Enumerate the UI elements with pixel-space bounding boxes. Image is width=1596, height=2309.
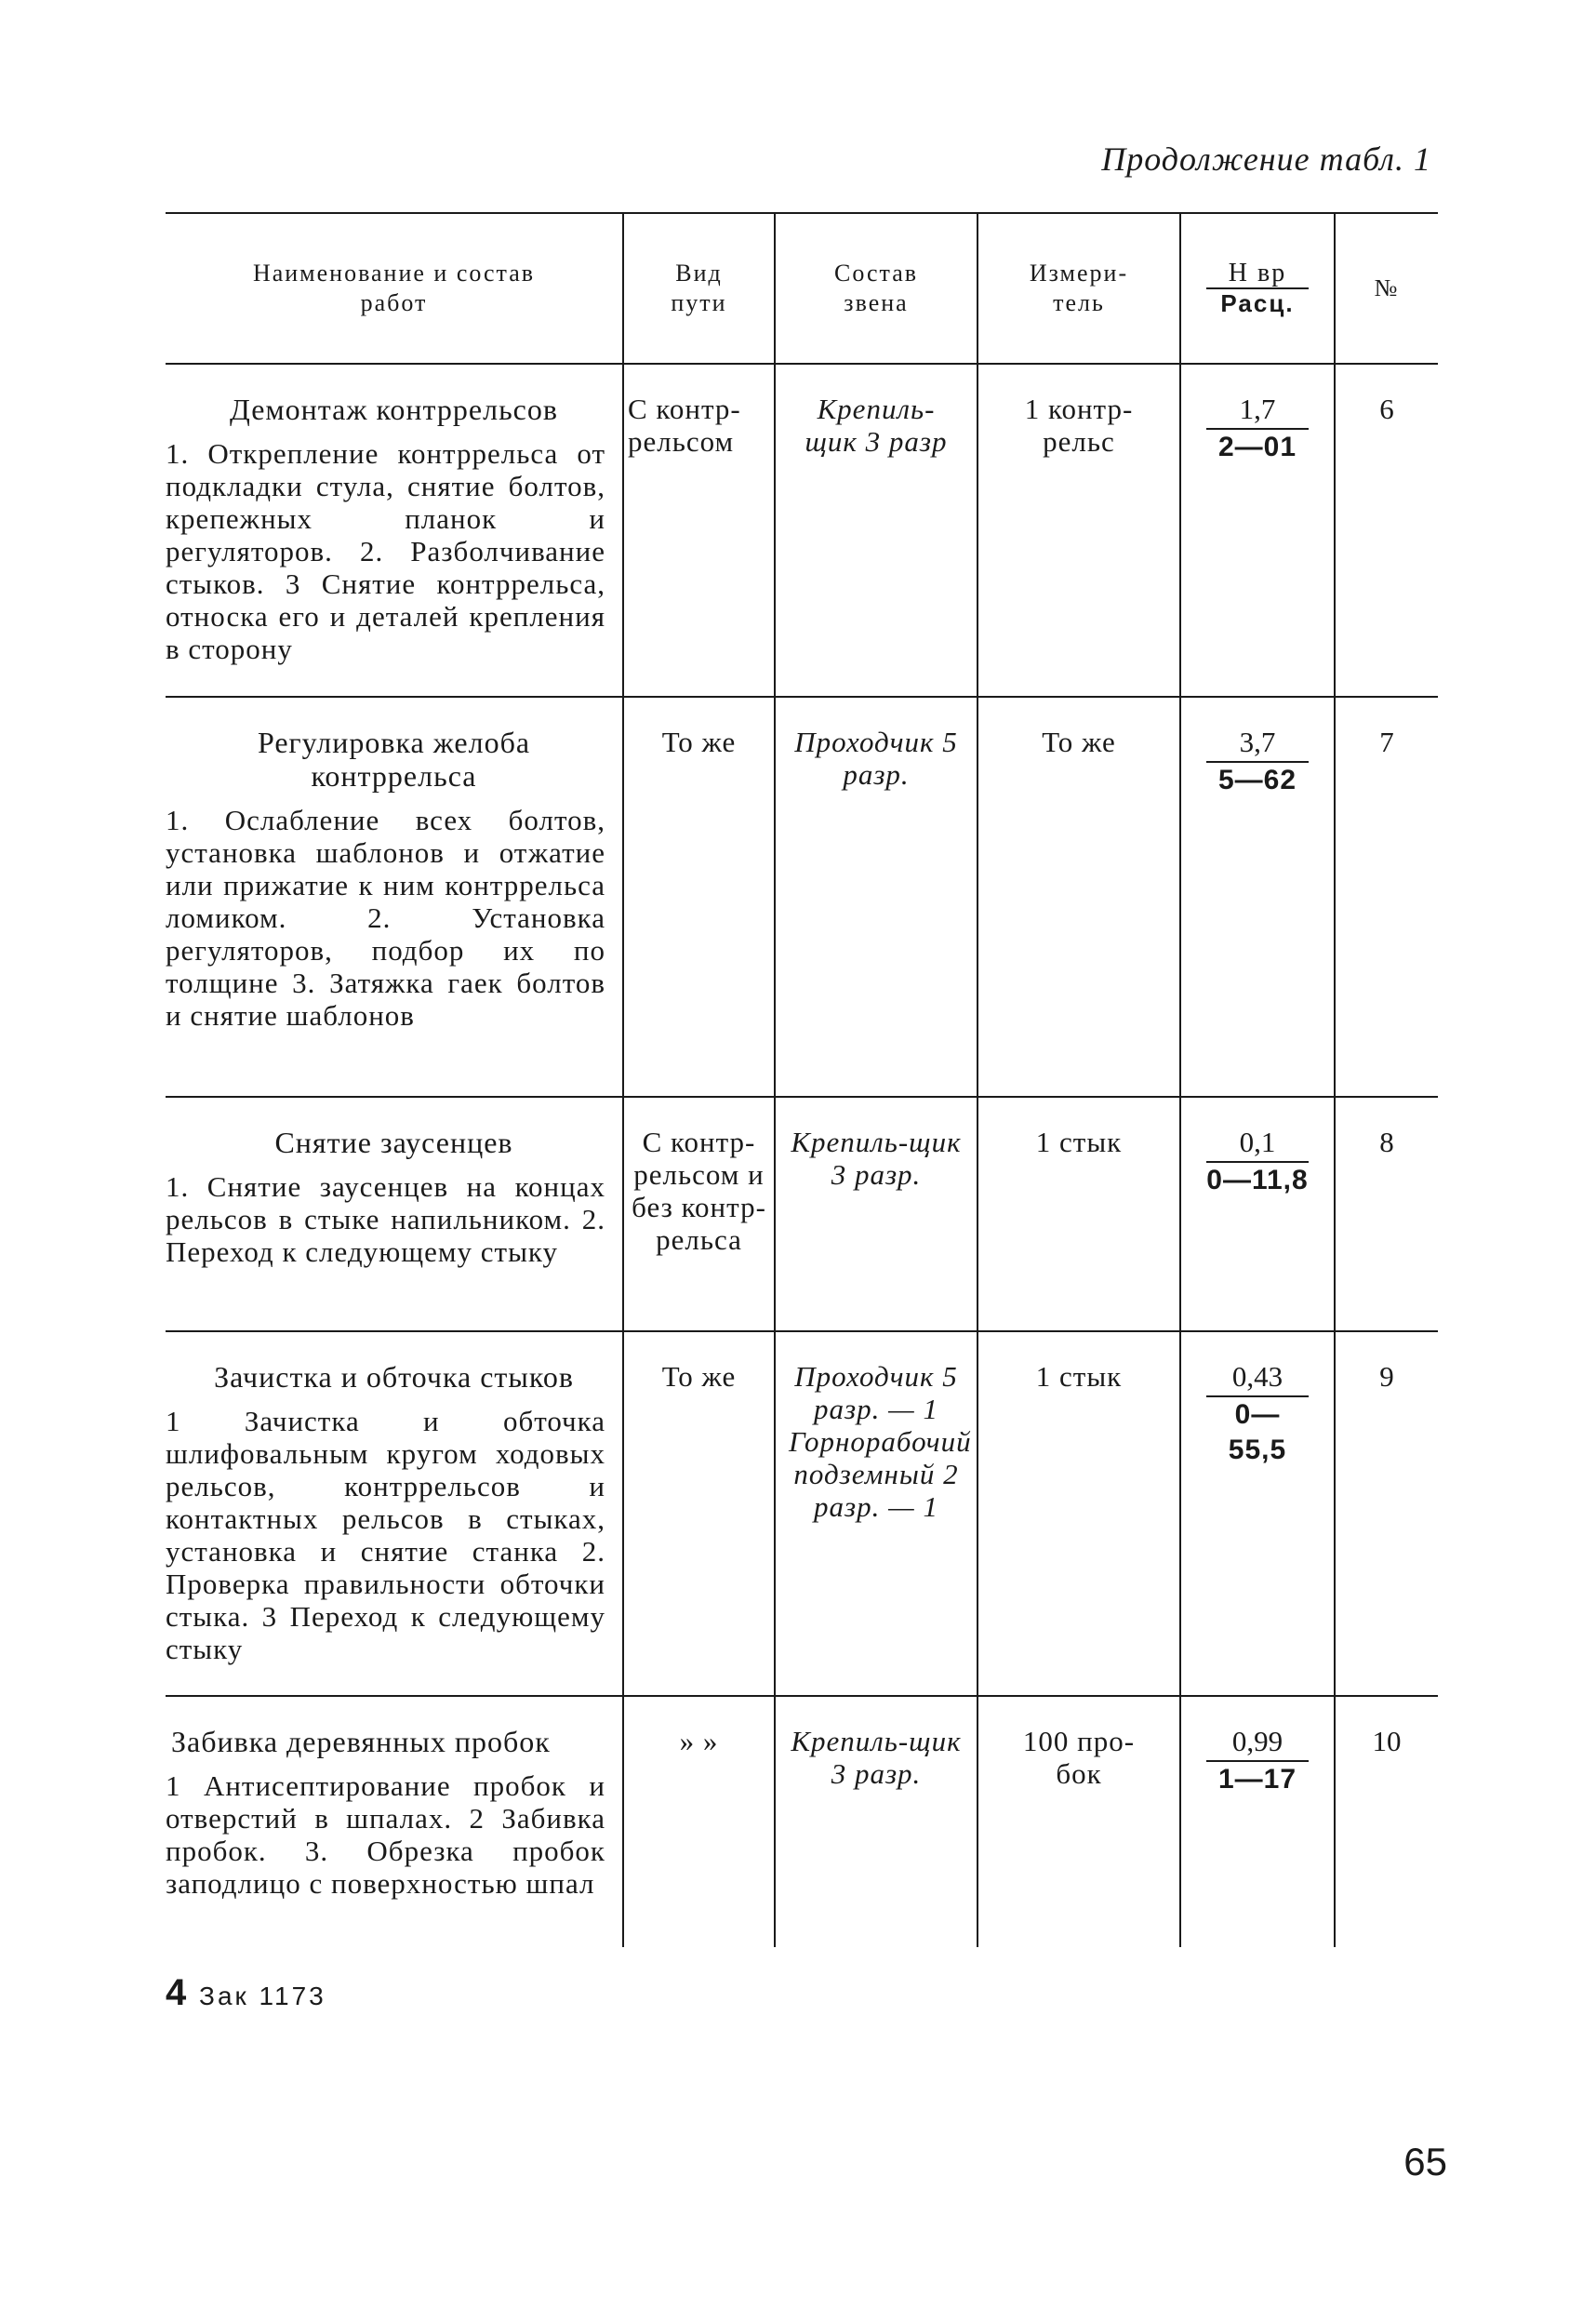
table-row [166, 364, 1438, 697]
unit-cell [978, 1696, 1180, 1947]
header-norm-num: Н вр [1206, 260, 1309, 289]
work-description: 1. Ослабление всех болтов, установка шаблонов и отжатие или прижатие к ним контррельса ломиком. 2. Установка регуляторов, подбор их по толщине 3. Затяжка гаек болтов и снятие шаблонов [166, 804, 605, 1032]
unit-cell [978, 364, 1180, 697]
track-type: » » [679, 1725, 719, 1757]
page-number: 65 [1403, 2140, 1447, 2183]
crew-cell [775, 1331, 978, 1696]
work-cell [166, 1331, 623, 1696]
norm-cell [1180, 1331, 1335, 1696]
work-title: Снятие заусенцев [274, 1126, 513, 1159]
track-cell [623, 364, 775, 697]
crew: Крепиль-щик 3 разр. [791, 1126, 962, 1191]
work-title: Демонтаж контррельсов [230, 393, 558, 426]
time-norm: 0,43 [1206, 1360, 1309, 1397]
work-description: 1. Снятие заусенцев на концах рельсов в стыке напильником. 2. Переход к следующему стыку [166, 1170, 605, 1268]
track-cell [623, 1331, 775, 1696]
time-norm: 3,7 [1206, 726, 1309, 763]
crew-cell [775, 697, 978, 1097]
norm-fraction [1206, 726, 1309, 798]
measure-unit: 100 про-бок [1022, 1725, 1136, 1790]
track-type: С контр-рельсом [628, 393, 741, 458]
work-description: 1 Зачистка и обточка шлифовальным кругом ходовых рельсов, контррельсов и контактных рельсов в стыках, установка и снятие станка 2. Проверка правильности обточки стыка. 3 Переход к следующему стыку [166, 1405, 605, 1665]
rate: 1—17 [1217, 1764, 1297, 1795]
rate: 0—55,5 [1228, 1399, 1287, 1465]
time-norm: 1,7 [1206, 393, 1309, 430]
header-name: Наименование и состав работ [166, 213, 623, 364]
crew-cell [775, 1696, 978, 1947]
unit-cell [978, 697, 1180, 1097]
no-cell [1335, 1331, 1438, 1696]
measure-unit: 1 стык [1035, 1126, 1123, 1158]
work-description: 1 Антисептирование пробок и отверстий в шпалах. 2 Забивка пробок. 3. Обрезка пробок заподлицо с поверхностью шпал [166, 1769, 605, 1900]
item-number: 10 [1372, 1725, 1402, 1757]
work-cell [166, 697, 623, 1097]
norms-table [166, 212, 1438, 1947]
crew: Крепиль-щик 3 разр. [791, 1725, 962, 1790]
work-cell [166, 1696, 623, 1947]
work-title: Регулировка желоба контррельса [257, 726, 531, 793]
table-continuation-caption: Продолжение табл. 1 [1101, 140, 1431, 178]
table-row [166, 1097, 1438, 1331]
no-cell [1335, 364, 1438, 697]
rate: 2—01 [1217, 432, 1297, 462]
item-number: 7 [1379, 726, 1394, 758]
table-row [166, 1331, 1438, 1696]
no-cell [1335, 1097, 1438, 1331]
work-title: Забивка деревянных пробок [171, 1725, 551, 1758]
work-cell [166, 364, 623, 697]
track-type: То же [661, 1360, 737, 1393]
no-cell [1335, 697, 1438, 1097]
table-header-row [166, 213, 1438, 364]
header-no: № [1335, 213, 1438, 364]
crew: Проходчик 5 разр. [794, 726, 958, 791]
crew: Крепиль-щик 3 разр [805, 393, 948, 458]
print-order-note [166, 1972, 326, 2014]
table-row [166, 1696, 1438, 1947]
norm-cell [1180, 697, 1335, 1097]
item-number: 8 [1379, 1126, 1394, 1158]
measure-unit: 1 контр-рельс [1024, 393, 1134, 458]
track-cell [623, 697, 775, 1097]
unit-cell [978, 1097, 1180, 1331]
crew: Проходчик 5 разр. — 1 Горнорабочий подземный 2 разр. — 1 [789, 1360, 972, 1523]
unit-cell [978, 1331, 1180, 1696]
work-description: 1. Открепление контррельса от подкладки стула, снятие болтов, крепежных планок и регуляторов. 2. Разболчивание стыков. 3 Снятие контррельса, относка его и деталей крепления в сторону [166, 437, 605, 665]
crew-cell [775, 364, 978, 697]
track-cell [623, 1696, 775, 1947]
header-crew: Состав звена [775, 213, 978, 364]
header-norm [1180, 213, 1335, 364]
header-norm-den: Расц. [1220, 289, 1295, 317]
track-cell [623, 1097, 775, 1331]
item-number: 9 [1379, 1360, 1394, 1393]
measure-unit: То же [1042, 726, 1116, 758]
norm-cell [1180, 1696, 1335, 1947]
crew-cell [775, 1097, 978, 1331]
norm-fraction [1206, 1725, 1309, 1797]
rate: 0—11,8 [1206, 1165, 1309, 1195]
norm-fraction [1206, 393, 1309, 465]
work-title: Зачистка и обточка стыков [214, 1360, 574, 1394]
norm-fraction [1206, 1126, 1309, 1198]
track-type: С контр-рельсом и без контр-рельса [632, 1126, 766, 1256]
norm-fraction [1206, 1360, 1309, 1468]
time-norm: 0,1 [1206, 1126, 1309, 1163]
header-norm-fraction [1206, 260, 1309, 317]
rate: 5—62 [1217, 765, 1297, 795]
track-type: То же [661, 726, 737, 758]
order-number: Зак 1173 [199, 1982, 326, 2010]
work-cell [166, 1097, 623, 1331]
time-norm: 0,99 [1206, 1725, 1309, 1762]
measure-unit: 1 стык [1035, 1360, 1123, 1393]
no-cell [1335, 1696, 1438, 1947]
signature-number: 4 [166, 1972, 190, 2013]
item-number: 6 [1379, 393, 1394, 425]
header-unit: Измери-тель [978, 213, 1180, 364]
norm-cell [1180, 1097, 1335, 1331]
header-track: Вид пути [623, 213, 775, 364]
table-row [166, 697, 1438, 1097]
norm-cell [1180, 364, 1335, 697]
